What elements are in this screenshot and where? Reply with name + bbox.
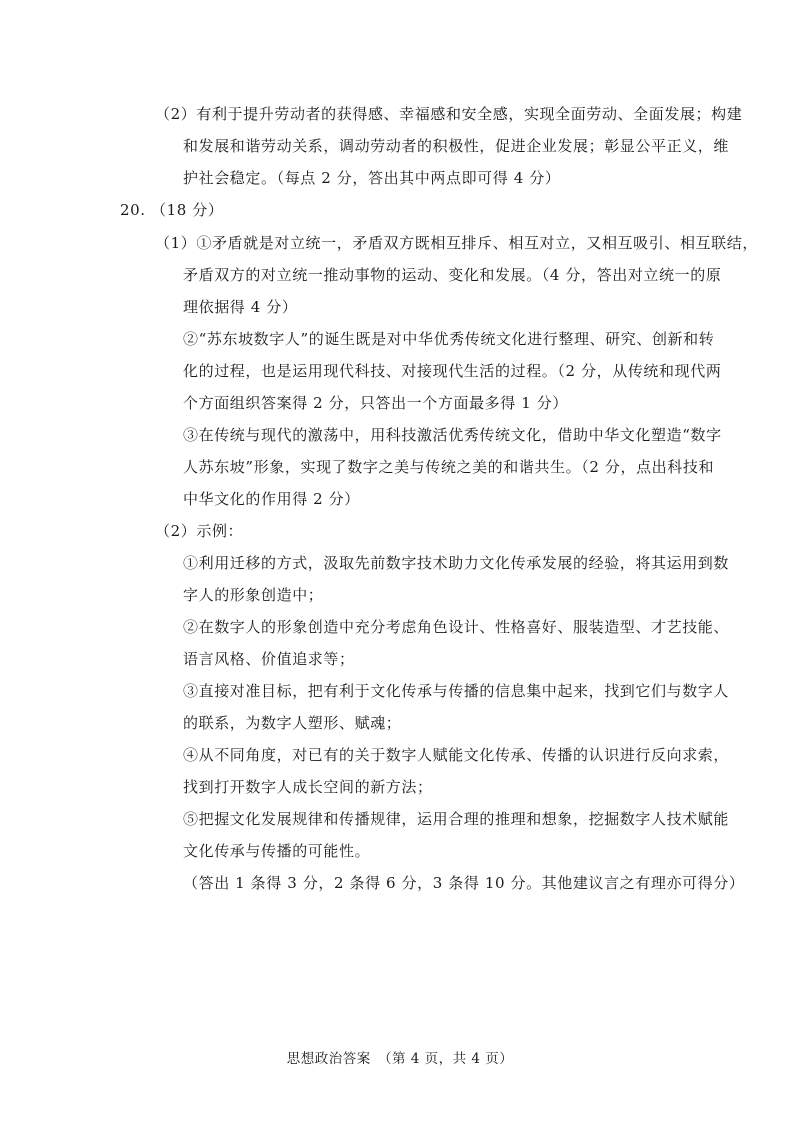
q19-part2-line-2: 和发展和谐劳动关系，调动劳动者的积极性，促进企业发展；彰显公平正义，维 <box>183 137 730 155</box>
q20-part1-line-8: 人苏东坡”形象，实现了数字之美与传统之美的和谐共生。（2 分，点出科技和 <box>183 458 715 476</box>
q19-part2-line-3: 护社会稳定。（每点 2 分，答出其中两点即可得 4 分） <box>183 169 561 187</box>
q20-part1-line-9: 中华文化的作用得 2 分） <box>183 490 360 508</box>
q20-part2-line-3: ②在数字人的形象创造中充分考虑角色设计、性格喜好、服装造型、才艺技能、 <box>183 618 730 636</box>
q20-part2-line-4: 语言风格、价值追求等； <box>183 650 355 668</box>
q20-part2-scoring-note: （答出 1 条得 3 分，2 条得 6 分，3 条得 10 分。其他建议言之有理亦可得分） <box>183 874 745 892</box>
q20-part1-line-2: 矛盾双方的对立统一推动事物的运动、变化和发展。（4 分，答出对立统一的原 <box>183 266 722 284</box>
q20-part1-line-7: ③在传统与现代的激荡中，用科技激活优秀传统文化，借助中华文化塑造“数字 <box>183 426 722 444</box>
q20-part2-line-2: 字人的形象创造中； <box>183 586 324 604</box>
q20-part2-line-10: 文化传承与传播的可能性。 <box>183 842 371 860</box>
q20-part1-line-3: 理依据得 4 分） <box>183 298 298 316</box>
q20-part2-line-6: 的联系，为数字人塑形、赋魂； <box>183 714 402 732</box>
q20-part2-line-9: ⑤把握文化发展规律和传播规律，运用合理的推理和想象，挖掘数字人技术赋能 <box>183 810 730 828</box>
q20-part1-line-6: 个方面组织答案得 2 分，只答出一个方面最多得 1 分） <box>183 394 568 412</box>
q20-part2-line-1: ①利用迁移的方式，汲取先前数字技术助力文化传承发展的经验，将其运用到数 <box>183 554 730 572</box>
q20-part1-line-5: 化的过程，也是运用现代科技、对接现代生活的过程。（2 分，从传统和现代两 <box>183 362 722 380</box>
q20-part2-line-8: 找到打开数字人成长空间的新方法； <box>183 778 433 796</box>
q19-part2-line-1: （2）有利于提升劳动者的获得感、幸福感和安全感，实现全面劳动、全面发展；构建 <box>155 105 743 123</box>
q20-part1-line-1: （1）①矛盾就是对立统一，矛盾双方既相互排斥、相互对立，又相互吸引、相互联结， <box>155 234 758 252</box>
question-20-header: 20. （18 分） <box>120 201 224 219</box>
page-footer: 思想政治答案 （第 4 页，共 4 页） <box>286 1051 514 1067</box>
q20-part2-heading: （2）示例： <box>155 522 244 540</box>
q20-part2-line-7: ④从不同角度，对已有的关于数字人赋能文化传承、传播的认识进行反向求索， <box>183 746 730 764</box>
q20-part2-line-5: ③直接对准目标，把有利于文化传承与传播的信息集中起来，找到它们与数字人 <box>183 682 730 700</box>
q20-part1-line-4: ②“苏东坡数字人”的诞生既是对中华优秀传统文化进行整理、研究、创新和转 <box>183 330 715 348</box>
